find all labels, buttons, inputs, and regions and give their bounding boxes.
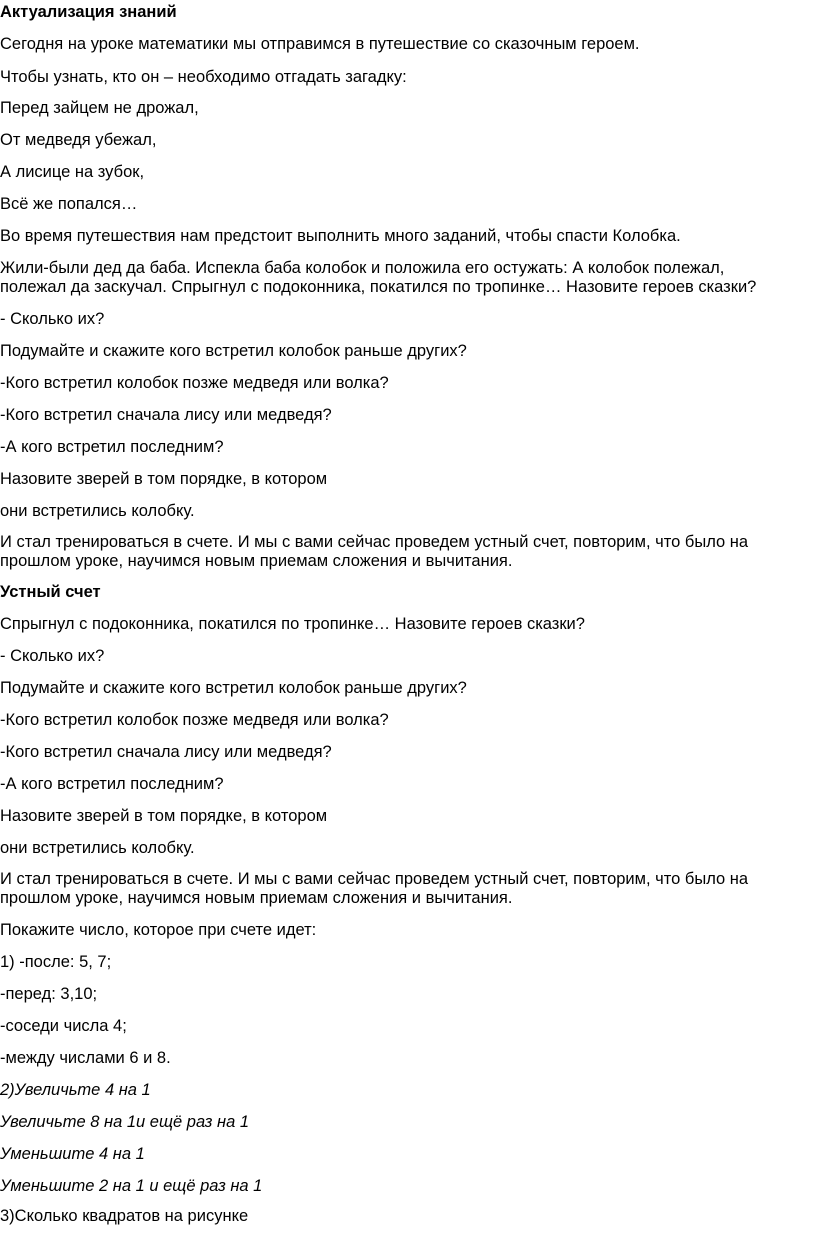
question-line: -Кого встретил колобок позже медведя или волка? [0,711,389,729]
paragraph-story-repeat: Спрыгнул с подоконника, покатился по тропинке… Назовите героев сказки? [0,615,585,633]
paragraph-training-line: И стал тренироваться в счете. И мы с вами сейчас проведем устный счет, повторим, что было на [0,533,749,551]
task-1-line: -между числами 6 и 8. [0,1049,171,1067]
task-2-line: Уменьшите 4 на 1 [0,1145,145,1163]
paragraph-intro: Сегодня на уроке математики мы отправимся в путешествие со сказочным героем. [0,35,640,53]
question-line: -А кого встретил последним? [0,438,224,456]
paragraph-training-line: И стал тренироваться в счете. И мы с вами сейчас проведем устный счет, повторим, что было на [0,870,749,888]
paragraph-story-line: Жили-были дед да баба. Испекла баба колобок и положила его остужать: А колобок полежал, [0,259,725,277]
paragraph-training-line: прошлом уроке, научимся новым приемам сложения и вычитания. [0,889,513,907]
riddle-line: А лисице на зубок, [0,163,145,181]
question-line: Подумайте и скажите кого встретил колобок раньше других? [0,342,467,360]
task-1-line: -соседи числа 4; [0,1017,127,1035]
question-line: - Сколько их? [0,647,105,665]
heading-oral-counting: Устный счет [0,583,101,601]
question-line: -Кого встретил колобок позже медведя или волка? [0,374,389,392]
question-line: Назовите зверей в том порядке, в котором [0,470,328,488]
paragraph-journey: Во время путешествия нам предстоит выполнить много заданий, чтобы спасти Колобка. [0,227,681,245]
task-1-line: -перед: 3,10; [0,985,98,1003]
riddle-line: От медведя убежал, [0,131,157,149]
heading-actualization: Актуализация знаний [0,3,177,21]
question-line: -А кого встретил последним? [0,775,224,793]
riddle-line: Перед зайцем не дрожал, [0,99,199,117]
task-2-line: Увеличьте 8 на 1и ещё раз на 1 [0,1113,250,1131]
paragraph-training-line: прошлом уроке, научимся новым приемам сложения и вычитания. [0,552,513,570]
riddle-line: Всё же попался… [0,195,138,213]
question-line: -Кого встретил сначала лису или медведя? [0,743,332,761]
task-1-line: 1) -после: 5, 7; [0,953,112,971]
task-2-line: 2)Увеличьте 4 на 1 [0,1081,151,1099]
paragraph-riddle-intro: Чтобы узнать, кто он – необходимо отгадать загадку: [0,68,407,86]
paragraph-show-number: Покажите число, которое при счете идет: [0,921,317,939]
question-line: они встретились колобку. [0,502,195,520]
question-line: Подумайте и скажите кого встретил колобок раньше других? [0,679,467,697]
paragraph-story-line: полежал да заскучал. Спрыгнул с подоконника, покатился по тропинке… Назовите героев сказки? [0,278,757,296]
question-line: Назовите зверей в том порядке, в котором [0,807,328,825]
task-2-line: Уменьшите 2 на 1 и ещё раз на 1 [0,1177,263,1195]
question-line: - Сколько их? [0,310,105,328]
question-line: -Кого встретил сначала лису или медведя? [0,406,332,424]
task-3-line: 3)Сколько квадратов на рисунке [0,1207,249,1225]
question-line: они встретились колобку. [0,839,195,857]
